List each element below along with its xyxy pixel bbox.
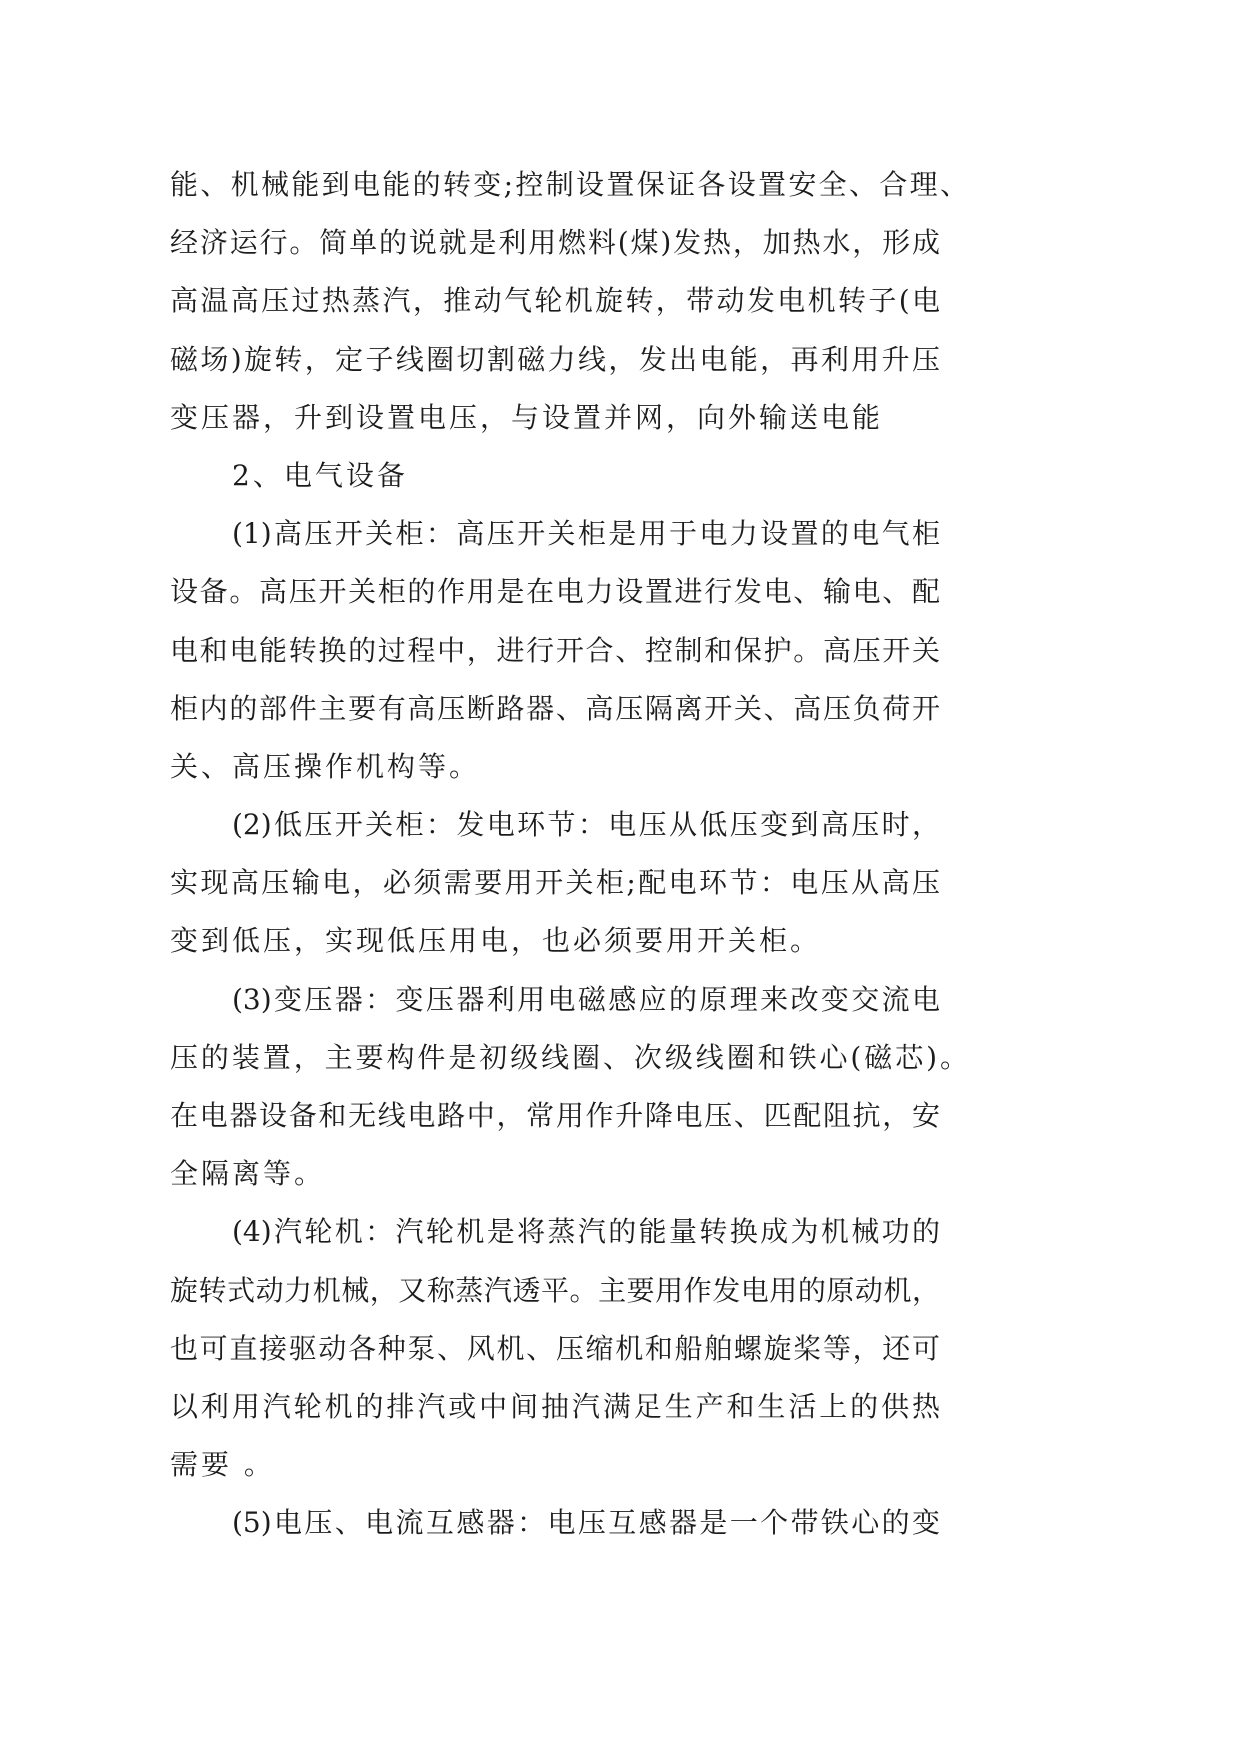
document-body: [170, 156, 968, 1553]
text-line: 需要 。: [170, 1448, 275, 1482]
paragraph-high-voltage-switchgear: [170, 505, 940, 796]
text-line: 变到低压，实现低压用电，也必须要用开关柜。: [170, 924, 822, 958]
text-line: 在电器设备和无线电路中，常用作升降电压、匹配阻抗，安: [170, 1099, 940, 1132]
text-line: 变压器，升到设置电压，与设置并网，向外输送电能: [170, 400, 884, 434]
text-line: 也可直接驱动各种泵、风机、压缩机和船舶螺旋桨等，还可: [170, 1331, 940, 1365]
text-line: 磁场)旋转，定子线圈切割磁力线，发出电能，再利用升压: [170, 342, 940, 376]
text-line: 以利用汽轮机的排汽或中间抽汽满足生产和生活上的供热: [170, 1389, 940, 1423]
text-line: 全隔离等。: [170, 1157, 326, 1191]
paragraph-low-voltage-switchgear: [170, 796, 940, 971]
paragraph-transformer: [170, 971, 968, 1204]
text-line: 能、机械能到电能的转变;控制设置保证各设置安全、合理、: [170, 168, 968, 201]
text-line: (5)电压、电流互感器：电压互感器是一个带铁心的变: [232, 1506, 940, 1540]
text-line: 设备。高压开关柜的作用是在电力设置进行发电、输电、配: [170, 575, 940, 609]
text-line: 关、高压操作机构等。: [170, 749, 481, 783]
section-heading: [170, 447, 940, 505]
text-line: (1)高压开关柜：高压开关柜是用于电力设置的电气柜: [232, 517, 940, 551]
text-line: 旋转式动力机械，又称蒸汽透平。主要用作发电用的原动机，: [170, 1273, 940, 1307]
text-line: (3)变压器：变压器利用电磁感应的原理来改变交流电: [232, 982, 940, 1016]
text-line: 经济运行。简单的说就是利用燃料(煤)发热，加热水，形成: [170, 226, 940, 260]
text-line: (2)低压开关柜：发电环节：电压从低压变到高压时，: [232, 808, 940, 842]
paragraph-instrument-transformer: [170, 1494, 940, 1552]
text-line: 柜内的部件主要有高压断路器、高压隔离开关、高压负荷开: [170, 691, 940, 725]
text-line: 高温高压过热蒸汽，推动气轮机旋转，带动发电机转子(电: [170, 284, 940, 318]
text-line: 实现高压输电，必须需要用开关柜;配电环节：电压从高压: [170, 866, 940, 900]
section-heading-text: 2、电气设备: [232, 458, 408, 492]
paragraph-power-generation-process: [170, 156, 968, 447]
paragraph-steam-turbine: [170, 1203, 940, 1494]
text-line: 压的装置，主要构件是初级线圈、次级线圈和铁心(磁芯)。: [170, 1040, 968, 1074]
text-line: 电和电能转换的过程中，进行开合、控制和保护。高压开关: [170, 633, 940, 667]
text-line: (4)汽轮机：汽轮机是将蒸汽的能量转换成为机械功的: [232, 1215, 940, 1249]
